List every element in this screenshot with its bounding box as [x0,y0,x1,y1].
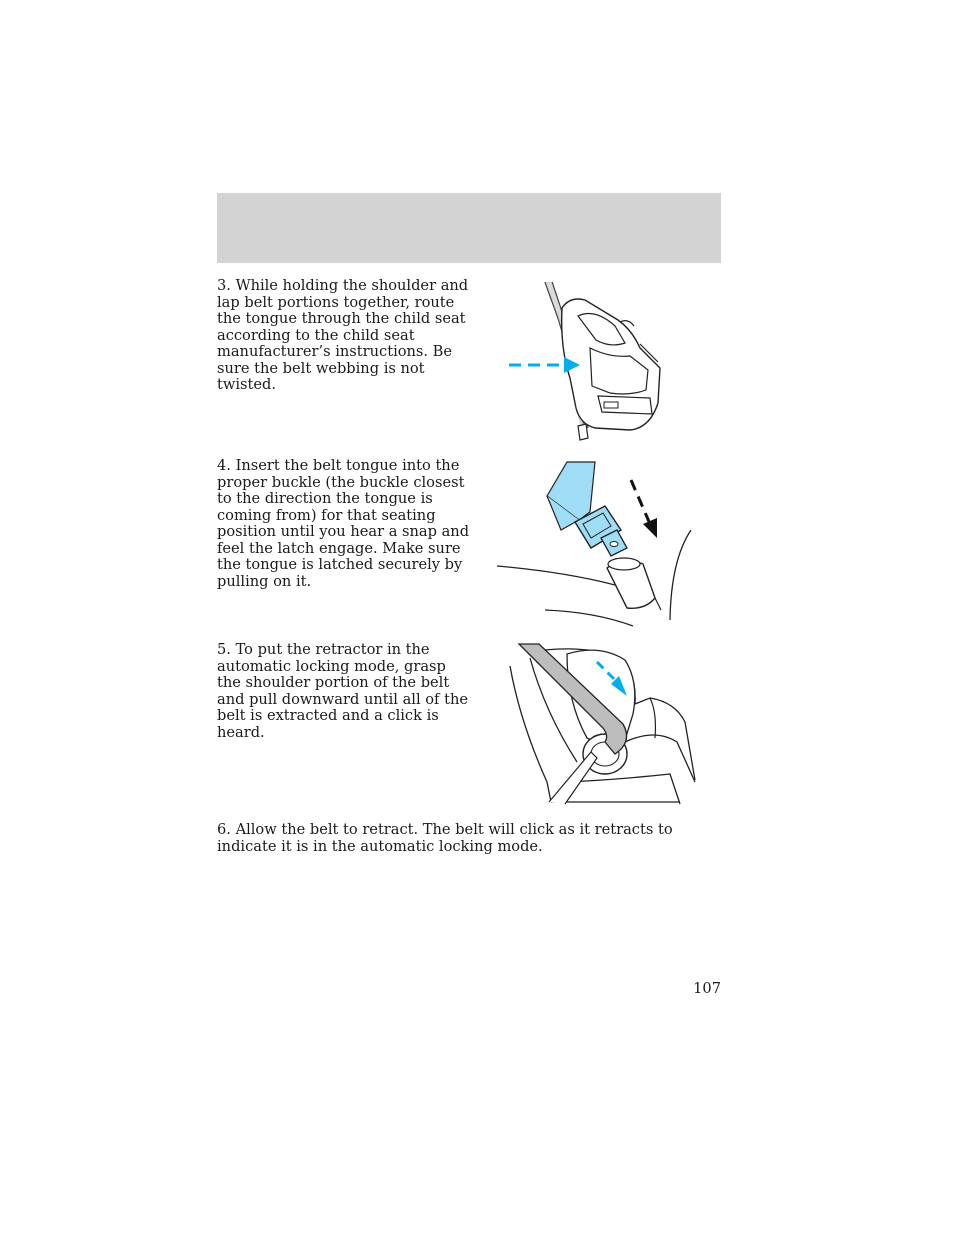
child-seat-illustration [500,278,670,446]
buckle-illustration [495,460,695,630]
retractor-illustration [505,642,700,808]
step-5-text: 5. To put the retractor in the automatic locking mode, grasp the shoulder portion of the belt and pull downward until all of the belt is extracted and a click is heard. [217,641,469,741]
step-4-text: 4. Insert the belt tongue into the proper buckle (the buckle closest to the direction the tongue is coming from) for that seating position until you hear a snap and feel the latch engage. Make sure the tongue is latched securely by pulling on it. [217,457,470,590]
page-number: 107 [693,980,721,997]
section-header-band [217,193,721,263]
step-3-text: 3. While holding the shoulder and lap belt portions together, route the tongue through the child seat according to the child seat manufacturer’s instructions. Be sure the belt webbing is not twisted. [217,277,469,393]
step-6-text: 6. Allow the belt to retract. The belt will click as it retracts to indicate it is in the automatic locking mode. [217,821,673,855]
